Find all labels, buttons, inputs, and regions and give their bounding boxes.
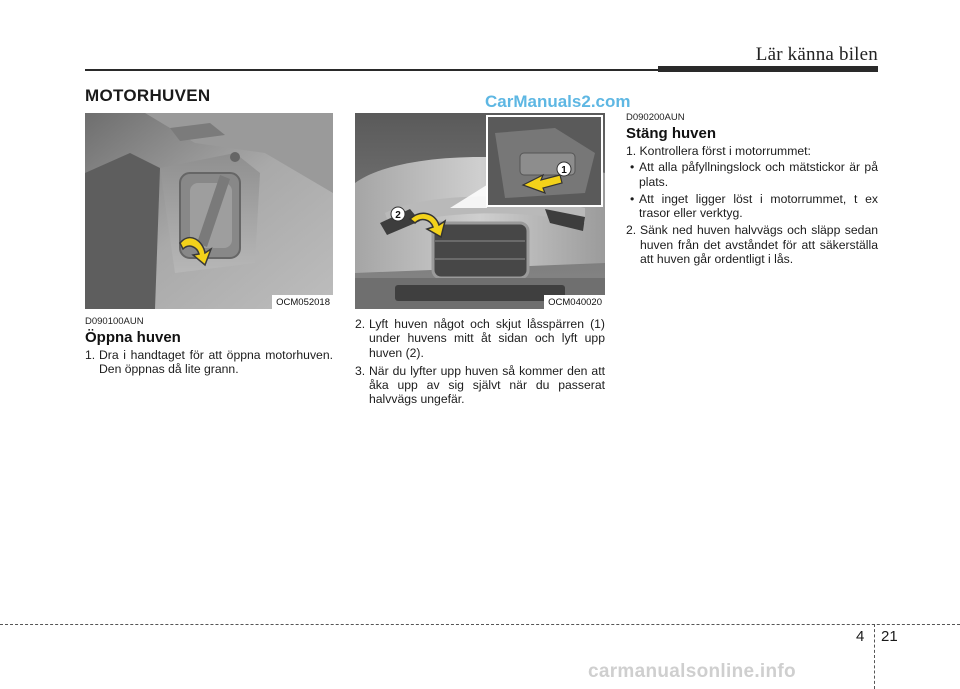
steps-list xyxy=(626,144,878,266)
list-item xyxy=(628,160,878,189)
subheading: Stäng huven xyxy=(626,125,717,142)
list-item xyxy=(628,192,878,221)
steps-list xyxy=(355,317,605,407)
list-item xyxy=(355,317,605,360)
section-code: D090100AUN xyxy=(85,316,144,327)
bullet-icon: • xyxy=(630,191,635,206)
footer-divider xyxy=(874,624,875,689)
open-hood-section xyxy=(85,316,333,381)
watermark-footer-link[interactable]: carmanualsonline.info xyxy=(588,661,796,682)
bullet-text: Att inget ligger löst i motorrummet, t ex trasor eller verktyg. xyxy=(639,191,878,221)
chapter-title: Lär känna bilen xyxy=(755,44,878,65)
watermark-link[interactable]: CarManuals2.com xyxy=(485,92,631,111)
footer-rule xyxy=(0,624,960,625)
step-number: 2. xyxy=(626,223,637,238)
steps-list xyxy=(85,348,333,377)
figure-label: OCM040020 xyxy=(544,295,605,309)
callout-2: 2 xyxy=(395,210,401,221)
step-text: När du lyfter upp huven så kommer den att åka upp av sig självt när du passerat halvvägs ungefär. xyxy=(369,363,605,407)
car-front-illustration xyxy=(355,113,605,309)
section-title: MOTORHUVEN xyxy=(85,86,211,105)
callout-1: 1 xyxy=(561,165,567,176)
page-number: 21 xyxy=(881,628,898,645)
open-hood-continued xyxy=(355,317,605,411)
section-code: D090200AUN xyxy=(626,112,685,123)
figure-label: OCM052018 xyxy=(272,295,333,309)
step-text: Sänk ned huven halvvägs och släpp sedan huven från det avståndet för att säkerställa att huven går ordentligt i lås. xyxy=(640,223,878,267)
figure-hood-release-handle xyxy=(85,113,333,309)
chapter-number: 4 xyxy=(856,628,865,645)
step-number: 3. xyxy=(355,363,366,378)
list-item xyxy=(85,348,333,377)
bullet-icon: • xyxy=(630,160,635,175)
bullet-text: Att alla påfyllningslock och mätstickor är på plats. xyxy=(639,160,878,189)
figure-hood-latch xyxy=(355,113,605,309)
header-rule xyxy=(85,69,660,71)
hood-release-illustration xyxy=(85,113,333,309)
step-text: Lyft huven något och skjut låsspärren (1) under huvens mitt åt sidan och lyft upp huven (2). xyxy=(369,317,605,360)
step-text: 1. Kontrollera först i motorrummet: xyxy=(626,144,811,158)
list-item xyxy=(355,364,605,407)
header-rule-accent xyxy=(658,66,878,72)
subheading: Öppna huven xyxy=(85,329,181,346)
close-hood-section xyxy=(626,112,878,270)
step-number: 2. xyxy=(355,317,366,331)
step-text: Dra i handtaget för att öppna motorhuven. Den öppnas då lite grann. xyxy=(99,348,333,377)
step-number: 1. xyxy=(85,348,96,362)
list-item xyxy=(626,223,878,266)
